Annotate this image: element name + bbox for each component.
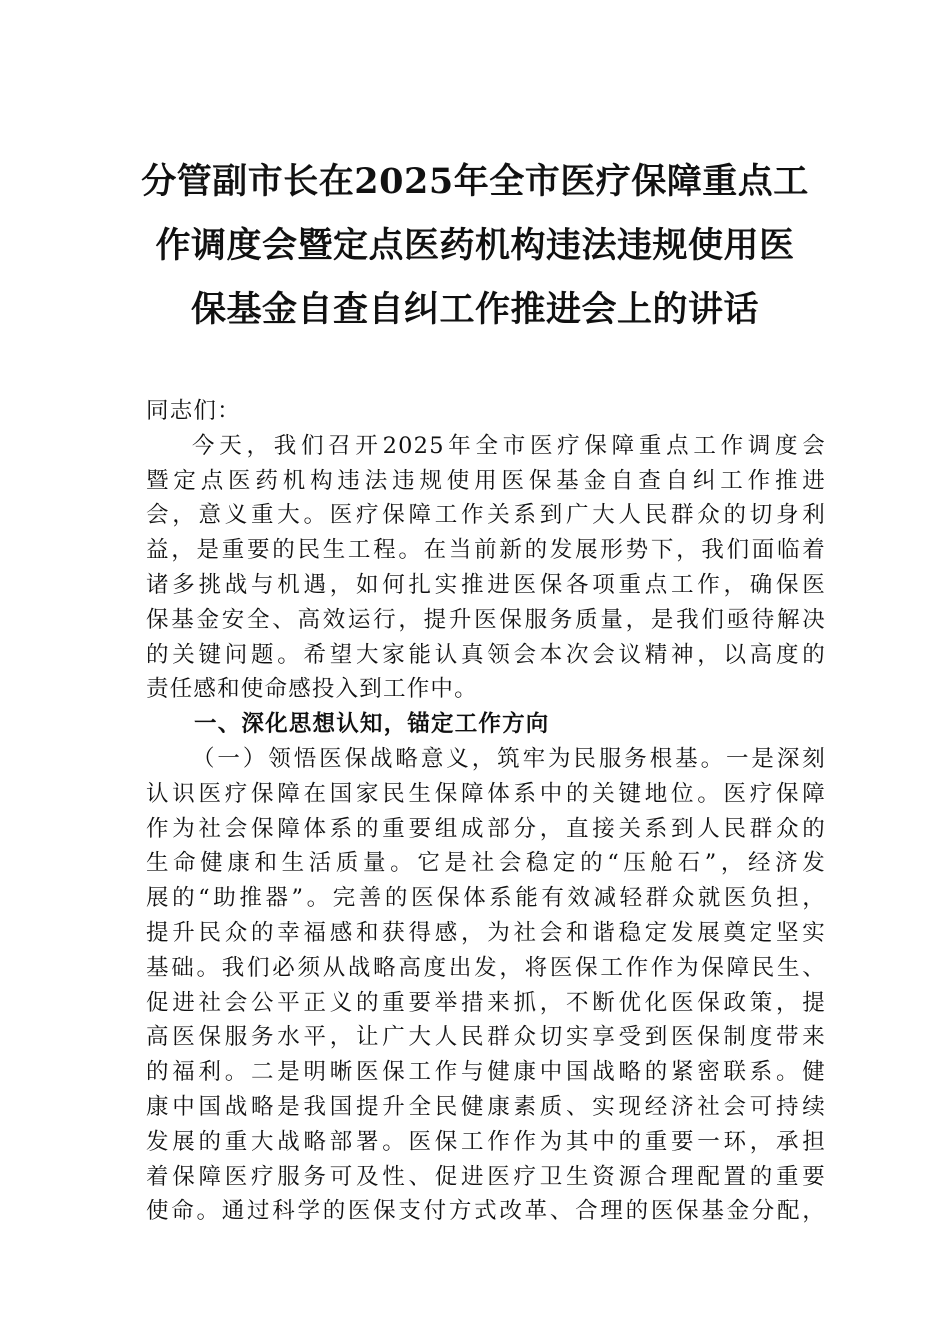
title-line: 作调度会暨定点医药机构违法违规使用医 xyxy=(155,225,795,266)
section-line: 促进社会公平正义的重要举措来抓，不断优化医保政策，提 xyxy=(146,989,826,1016)
intro-line: 暨定点医药机构违法违规使用医保基金自查自纠工作推进 xyxy=(146,467,826,494)
section-line: 发展的重大战略部署。医保工作作为其中的重要一环，承担 xyxy=(146,1128,826,1155)
document-title xyxy=(120,150,830,342)
intro-line: 的关键问题。希望大家能认真领会本次会议精神，以高度的 xyxy=(146,641,826,668)
section-line: 康中国战略是我国提升全民健康素质、实现经济社会可持续 xyxy=(146,1093,826,1120)
section-line: 展的“助推器”。完善的医保体系能有效减轻群众就医负担， xyxy=(146,885,826,912)
section-line: 基础。我们必须从战略高度出发，将医保工作作为保障民生、 xyxy=(146,954,826,981)
intro-line: 会，意义重大。医疗保障工作关系到广大人民群众的切身利 xyxy=(146,502,826,529)
section-line: 作为社会保障体系的重要组成部分，直接关系到人民群众的 xyxy=(146,815,826,842)
intro-line: 诸多挑战与机遇，如何扎实推进医保各项重点工作，确保医 xyxy=(146,571,826,598)
intro-line: 益，是重要的民生工程。在当前新的发展形势下，我们面临着 xyxy=(146,537,826,564)
section-line: （一）领悟医保战略意义，筑牢为民服务根基。一是深刻 xyxy=(192,745,826,772)
section-line: 着保障医疗服务可及性、促进医疗卫生资源合理配置的重要 xyxy=(146,1163,826,1190)
section-heading: 一、深化思想认知，锚定工作方向 xyxy=(194,711,550,738)
section-line: 高医保服务水平，让广大人民群众切实享受到医保制度带来 xyxy=(146,1024,826,1051)
document-body xyxy=(146,394,826,1229)
intro-line: 责任感和使命感投入到工作中。 xyxy=(146,676,478,703)
section-line: 认识医疗保障在国家民生保障体系中的关键地位。医疗保障 xyxy=(146,780,826,807)
section-line: 提升民众的幸福感和获得感，为社会和谐稳定发展奠定坚实 xyxy=(146,919,826,946)
intro-line: 保基金安全、高效运行，提升医保服务质量，是我们亟待解决 xyxy=(146,606,826,633)
title-line: 保基金自查自纠工作推进会上的讲话 xyxy=(190,289,759,330)
intro-line: 今天，我们召开2025年全市医疗保障重点工作调度会 xyxy=(192,432,826,459)
salutation: 同志们： xyxy=(146,398,241,424)
section-line: 使命。通过科学的医保支付方式改革、合理的医保基金分配， xyxy=(146,1198,826,1225)
section-line: 的福利。二是明晰医保工作与健康中国战略的紧密联系。健 xyxy=(146,1059,826,1086)
title-line: 分管副市长在2025年全市医疗保障重点工 xyxy=(141,161,809,202)
section-line: 生命健康和生活质量。它是社会稳定的“压舱石”，经济发 xyxy=(146,850,826,877)
